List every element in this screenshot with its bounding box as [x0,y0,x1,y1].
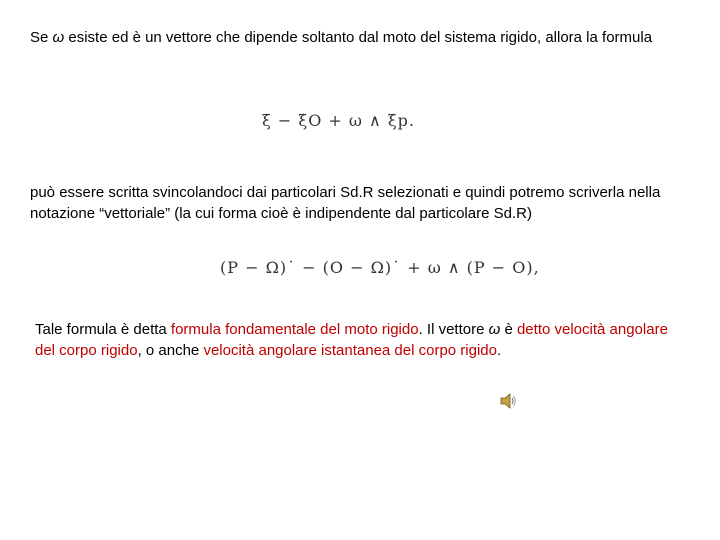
text-run: esiste ed è un vettore che dipende soltanto dal moto del sistema rigido, allora la formula [64,29,653,46]
omega-symbol: ω [488,321,501,338]
formula-text: ξ̇ − ξ̇O + ω ∧ ξp. [262,111,415,130]
highlight-term: velocità angolare istantanea del corpo rigido [203,342,497,359]
vector-notation-paragraph [30,182,690,224]
text-run: può essere scritta svincolandoci dai particolari Sd.R selezionati e quindi potremo scriverla nella notazione “vettoriale” (la cui forma cioè è indipendente dal particolare Sd.R) [30,184,661,222]
text-run: . [496,342,502,359]
text-run: Tale formula è detta [35,321,171,338]
definition-paragraph [35,319,675,361]
omega-symbol: ω [52,29,65,46]
formula-text: (P − Ω)˙ − (O − Ω)˙ + ω ∧ (P − O), [220,258,540,277]
formula-velocity [262,111,415,130]
text-run: Se [30,29,53,46]
formula-rigid-motion [220,258,540,277]
text-run: . Il vettore [418,321,489,338]
text-run: , o anche [137,342,204,359]
highlight-term: formula fondamentale del moto rigido [170,321,419,338]
highlight-term: detto velocità angolare del corpo rigido [35,321,668,359]
speaker-icon[interactable] [498,391,518,411]
intro-paragraph [30,27,670,48]
text-run: è [500,321,517,338]
